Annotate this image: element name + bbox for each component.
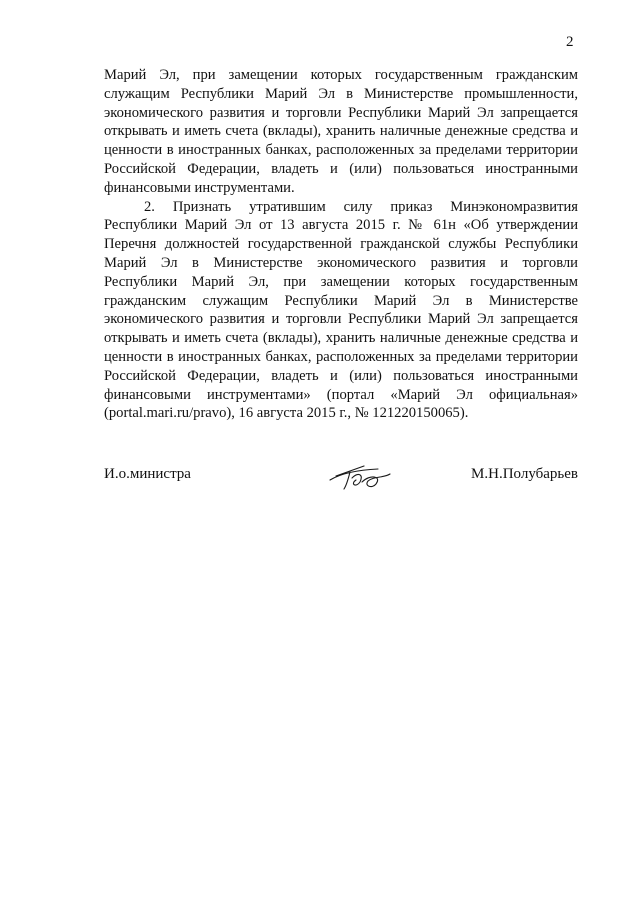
signature-stroke: [330, 466, 390, 489]
signatory-title: И.о.министра: [104, 466, 191, 482]
paragraph-continuation: Марий Эл, при замещении которых государственным гражданским служащим Республики Марий Эл в Министерстве промышленности, экономического развития и торговли Республики Марий Эл запрещается открывать и иметь счета (вклады), хранить наличные денежные средства и ценности в иностранных банках, расположенных за пределами территории Российской Федерации, владеть и (или) пользоваться иностранными финансовыми инструментами.: [104, 67, 578, 196]
paragraph-item-2: 2. Признать утратившим силу приказ Минэкономразвития Республики Марий Эл от 13 августа 2015 г. № 61н «Об утверждении Перечня должностей государственной гражданской службы Республики Марий Эл в Министерстве экономического развития и торговли Республики Марий Эл, при замещении которых государственным гражданским служащим Республики Марий Эл в Министерстве экономического развития и торговли Республики Марий Эл запрещается открывать и иметь счета (вклады), хранить наличные денежные средства и ценности в иностранных банках, расположенных за пределами территории Российской Федерации, владеть и (или) пользоваться иностранными финансовыми инструментами» (портал «Марий Эл официальная» (portal.mari.ru/pravo), 16 августа 2015 г., № 121220150065).: [104, 198, 578, 422]
document-body: [104, 66, 578, 423]
page-number: 2: [566, 34, 574, 50]
handwritten-signature: [326, 460, 396, 492]
signatory-name: М.Н.Полубарьев: [471, 466, 578, 482]
signature-block: [104, 460, 578, 494]
